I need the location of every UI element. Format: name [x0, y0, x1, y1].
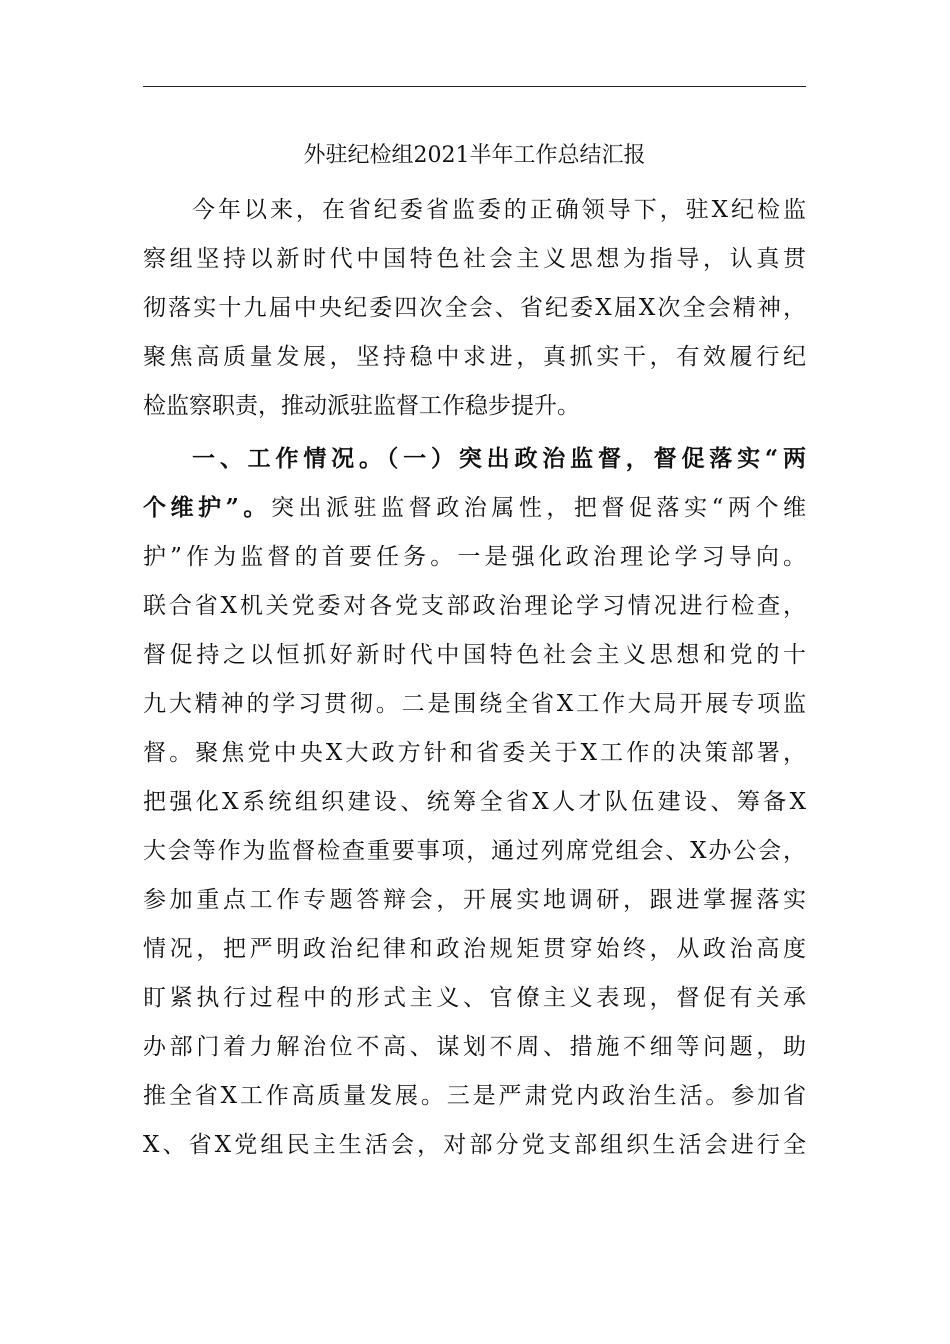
paragraph-line: 联合省X机关党委对各党支部政治理论学习情况进行检查， [143, 593, 806, 619]
paragraph-line: 检监察职责，推动派驻监督工作稳步提升。 [143, 393, 580, 419]
paragraph-line: 督促持之以恒抓好新时代中国特色社会主义思想和党的十 [143, 642, 806, 668]
section-heading-tail: 个维护”。 [143, 494, 271, 521]
mixed-line [143, 491, 806, 525]
paragraph-line: 九大精神的学习贯彻。二是围绕全省X工作大局开展专项监 [143, 691, 806, 717]
paragraph-line: 今年以来，在省纪委省监委的正确领导下，驻X纪检监 [192, 197, 806, 223]
paragraph-line: 聚焦高质量发展，坚持稳中求进，真抓实干，有效履行纪 [143, 344, 806, 370]
paragraph-line: 督。聚焦党中央X大政方针和省委关于X工作的决策部署， [143, 740, 806, 766]
paragraph-line: 护”作为监督的首要任务。一是强化政治理论学习导向。 [143, 544, 806, 570]
paragraph-line: 察组坚持以新时代中国特色社会主义思想为指导，认真贯 [143, 246, 806, 272]
paragraph-line: 彻落实十九届中央纪委四次全会、省纪委X届X次全会精神， [143, 295, 806, 321]
mixed-line-text: 突出派驻监督政治属性，把督促落实“两个维 [270, 495, 807, 521]
header-rule [143, 86, 806, 87]
paragraph-line: 情况，把严明政治纪律和政治规矩贯穿始终，从政治高度 [143, 936, 806, 962]
paragraph-line: 办部门着力解治位不高、谋划不周、措施不细等问题，助 [143, 1034, 806, 1060]
paragraph-line: 参加重点工作专题答辩会，开展实地调研，跟进掌握落实 [143, 887, 806, 913]
paragraph-line: 推全省X工作高质量发展。三是严肃党内政治生活。参加省 [143, 1083, 806, 1109]
paragraph-line: 把强化X系统组织建设、统筹全省X人才队伍建设、筹备X [143, 789, 806, 815]
section-heading-line: 一、工作情况。（一）突出政治监督，督促落实“两 [192, 445, 806, 472]
document-title: 外驻纪检组2021半年工作总结汇报 [303, 143, 646, 168]
paragraph-line: X、省X党组民主生活会，对部分党支部组织生活会进行全 [143, 1132, 806, 1158]
paragraph-line: 大会等作为监督检查重要事项，通过列席党组会、X办公会， [143, 838, 806, 864]
paragraph-line: 盯紧执行过程中的形式主义、官僚主义表现，督促有关承 [143, 985, 806, 1011]
